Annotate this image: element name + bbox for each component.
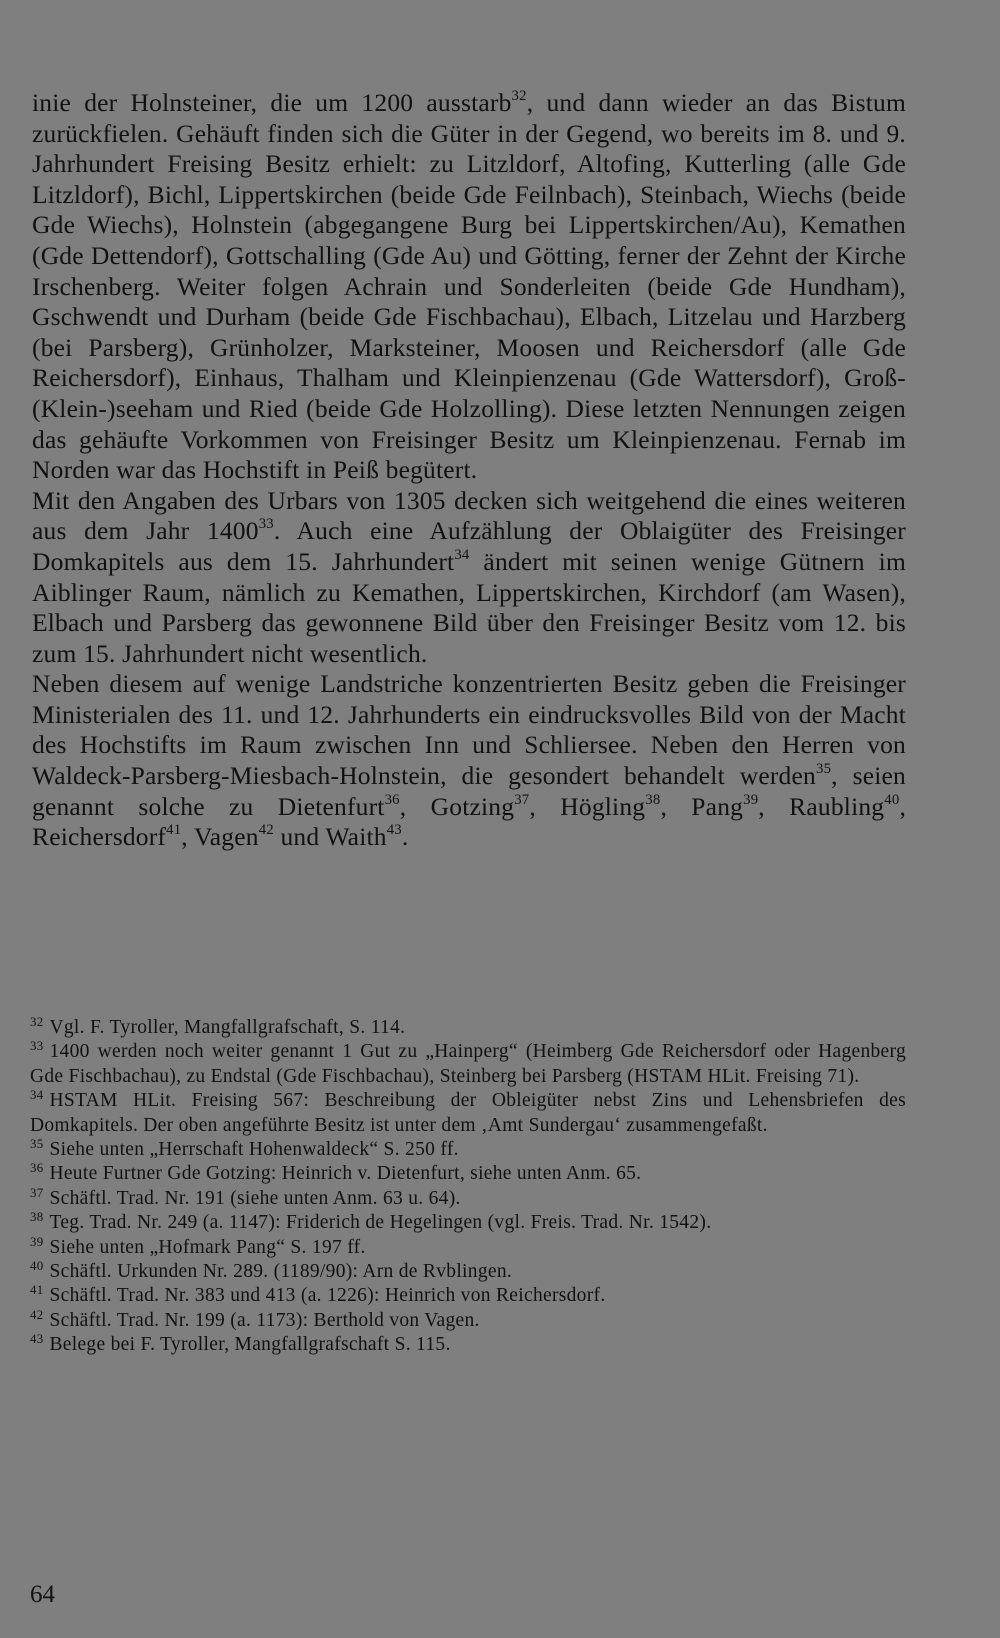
footnote-number: 38 [30,1210,44,1225]
footnote-number: 34 [30,1088,44,1103]
footnote [30,1187,906,1211]
footnote-ref: 40 [884,791,900,808]
footnote [30,1138,906,1162]
paragraph-text: Neben diesem auf wenige Landstriche konzentrierten Besitz geben die Freisinger Ministerialen des 11. und 12. Jahrhunderts ein eindrucksvolles Bild von der Macht des Hochstifts im Raum zwischen Inn und Schliersee. Neben den Herren von Waldeck-Parsberg-Miesbach-Holnstein, die gesondert behandelt werden [32,669,906,791]
footnote-text: Vgl. F. Tyroller, Mangfallgrafschaft, S. 114. [49,1017,406,1038]
footnote-text: Belege bei F. Tyroller, Mangfallgrafschaft S. 115. [49,1334,451,1356]
paragraph-text: Mit den Angaben des Urbars von 1305 decken sich weitgehend die eines weiteren aus dem Jahr 1400 [32,485,906,546]
paragraph-3 [32,669,906,853]
footnote [30,1089,906,1138]
footnote [30,1333,906,1357]
paragraph-text: , Raubling [758,791,885,821]
main-text [32,88,906,853]
footnote-number: 40 [30,1258,44,1273]
paragraph-text: . Auch eine Aufzählung der Oblaigüter des Freisinger Domkapitels aus dem 15. Jahrhundert [32,516,907,576]
footnote-text: Schäftl. Trad. Nr. 383 und 413 (a. 1226): Heinrich von Reichersdorf. [49,1285,606,1307]
footnotes [30,1016,906,1358]
footnote-ref: 43 [386,822,402,839]
footnote-ref: 32 [511,87,527,104]
footnote-text: Siehe unten „Hofmark Pang“ S. 197 ff. [49,1236,366,1258]
footnote [30,1016,906,1040]
footnote [30,1260,906,1284]
footnote-text: 1400 werden noch weiter genannt 1 Gut zu „Hainperg“ (Heimberg Gde Reichersdorf oder Hagenberg Gde Fischbachau), zu Endstal (Gde Fischbachau), Steinberg bei Parsberg (HSTAM HLit. Freising 71). [30,1041,906,1087]
footnote-ref: 35 [815,760,832,777]
footnote-ref: 34 [454,546,470,563]
footnote-number: 39 [30,1234,44,1249]
footnote [30,1162,906,1186]
footnote-text: Siehe unten „Herrschaft Hohenwaldeck“ S. 250 ff. [49,1139,459,1161]
footnote-ref: 39 [743,791,759,808]
paragraph-text: , Högling [529,791,646,821]
footnote-text: HSTAM HLit. Freising 567: Beschreibung der Obleigüter nebst Zins und Lehensbriefen des Domkapitels. Der oben angeführte Besitz ist unter dem ‚Amt Sundergau‘ zusammengefaßt. [30,1090,906,1136]
page-number: 64 [30,1581,55,1608]
footnote-number: 32 [30,1014,44,1029]
footnote [30,1309,906,1333]
paragraph-2 [32,486,906,670]
footnote [30,1236,906,1260]
footnote-number: 37 [30,1185,44,1200]
footnote [30,1040,906,1089]
footnote-text: Schäftl. Urkunden Nr. 289. (1189/90): Arn de Rvblingen. [49,1261,513,1283]
footnote-ref: 41 [166,822,182,839]
footnote-text: Teg. Trad. Nr. 249 (a. 1147): Friderich de Hegelingen (vgl. Freis. Trad. Nr. 1542). [49,1212,712,1234]
paragraph-text: , Reichersdorf [32,791,907,852]
footnote [30,1211,906,1235]
paragraph-text: ändert mit seinen wenige Gütnern im Aiblinger Raum, nämlich zu Kemathen, Lippertskirchen, Kirchdorf (am Wasen), Elbach und Parsberg das gewonnene Bild über den Freisinger Besitz vom 12. bis zum 15. Jahrhundert nicht wesentlich. [32,546,906,668]
footnote [30,1284,906,1308]
paragraph-text: , Gotzing [399,791,515,821]
paragraph-text: und Waith [273,822,387,852]
paragraph-text: . [401,822,409,852]
paragraph-1 [32,88,906,486]
footnote-text: Heute Furtner Gde Gotzing: Heinrich v. Dietenfurt, siehe unten Anm. 65. [49,1163,642,1185]
footnote-number: 36 [30,1161,44,1176]
footnote-ref: 36 [384,791,400,808]
footnote-number: 42 [30,1307,44,1322]
footnote-ref: 33 [258,516,274,533]
footnote-text: Schäftl. Trad. Nr. 199 (a. 1173): Berthold von Vagen. [49,1309,480,1331]
footnote-ref: 37 [514,791,530,808]
footnote-number: 41 [30,1283,44,1298]
footnote-number: 33 [30,1039,44,1054]
footnote-number: 43 [30,1332,44,1347]
paragraph-text: , und dann wieder an das Bistum zurückfielen. Gehäuft finden sich die Güter in der Gegend, wo bereits im 8. und 9. Jahrhundert Freising Besitz erhielt: zu Litzldorf, Altofing, Kutterling (alle Gde Litzldorf), Bichl, Lippertskirchen (beide Gde Feilnbach), Steinbach, Wiechs (beide Gde Wiechs), Holnstein (abgegangene Burg bei Lippertskirchen/Au), Kemathen (Gde Dettendorf), Gottschalling (Gde Au) und Götting, ferner der Zehnt der Kirche Irschenberg. Weiter folgen Achrain und Sonderleiten (beide Gde Hundham), Gschwendt und Durham (beide Gde Fischbachau), Elbach, Litzelau und Harzberg (bei Parsberg), Grünholzer, Marksteiner, Moosen und Reichersdorf (alle Gde Reichersdorf), Einhaus, Thalham und Kleinpienzenau (Gde Wattersdorf), Groß-(Klein-)seeham und Ried (beide Gde Holzolling). Diese letzten Nennungen zeigen das gehäufte Vorkommen von Freisinger Besitz um Kleinpienzenau. Fernab im Norden war das Hochstift in Peiß begütert. [32,88,906,485]
footnote-ref: 38 [645,791,661,808]
paragraph-text: , seien genannt solche zu Dietenfurt [32,761,907,821]
paragraph-text: , Pang [660,791,744,821]
footnote-number: 35 [30,1136,44,1151]
footnote-ref: 42 [258,822,274,839]
paragraph-text: , Vagen [181,822,259,852]
paragraph-text: inie der Holnsteiner, die um 1200 ausstarb [32,88,512,117]
footnote-text: Schäftl. Trad. Nr. 191 (siehe unten Anm. 63 u. 64). [49,1187,461,1209]
